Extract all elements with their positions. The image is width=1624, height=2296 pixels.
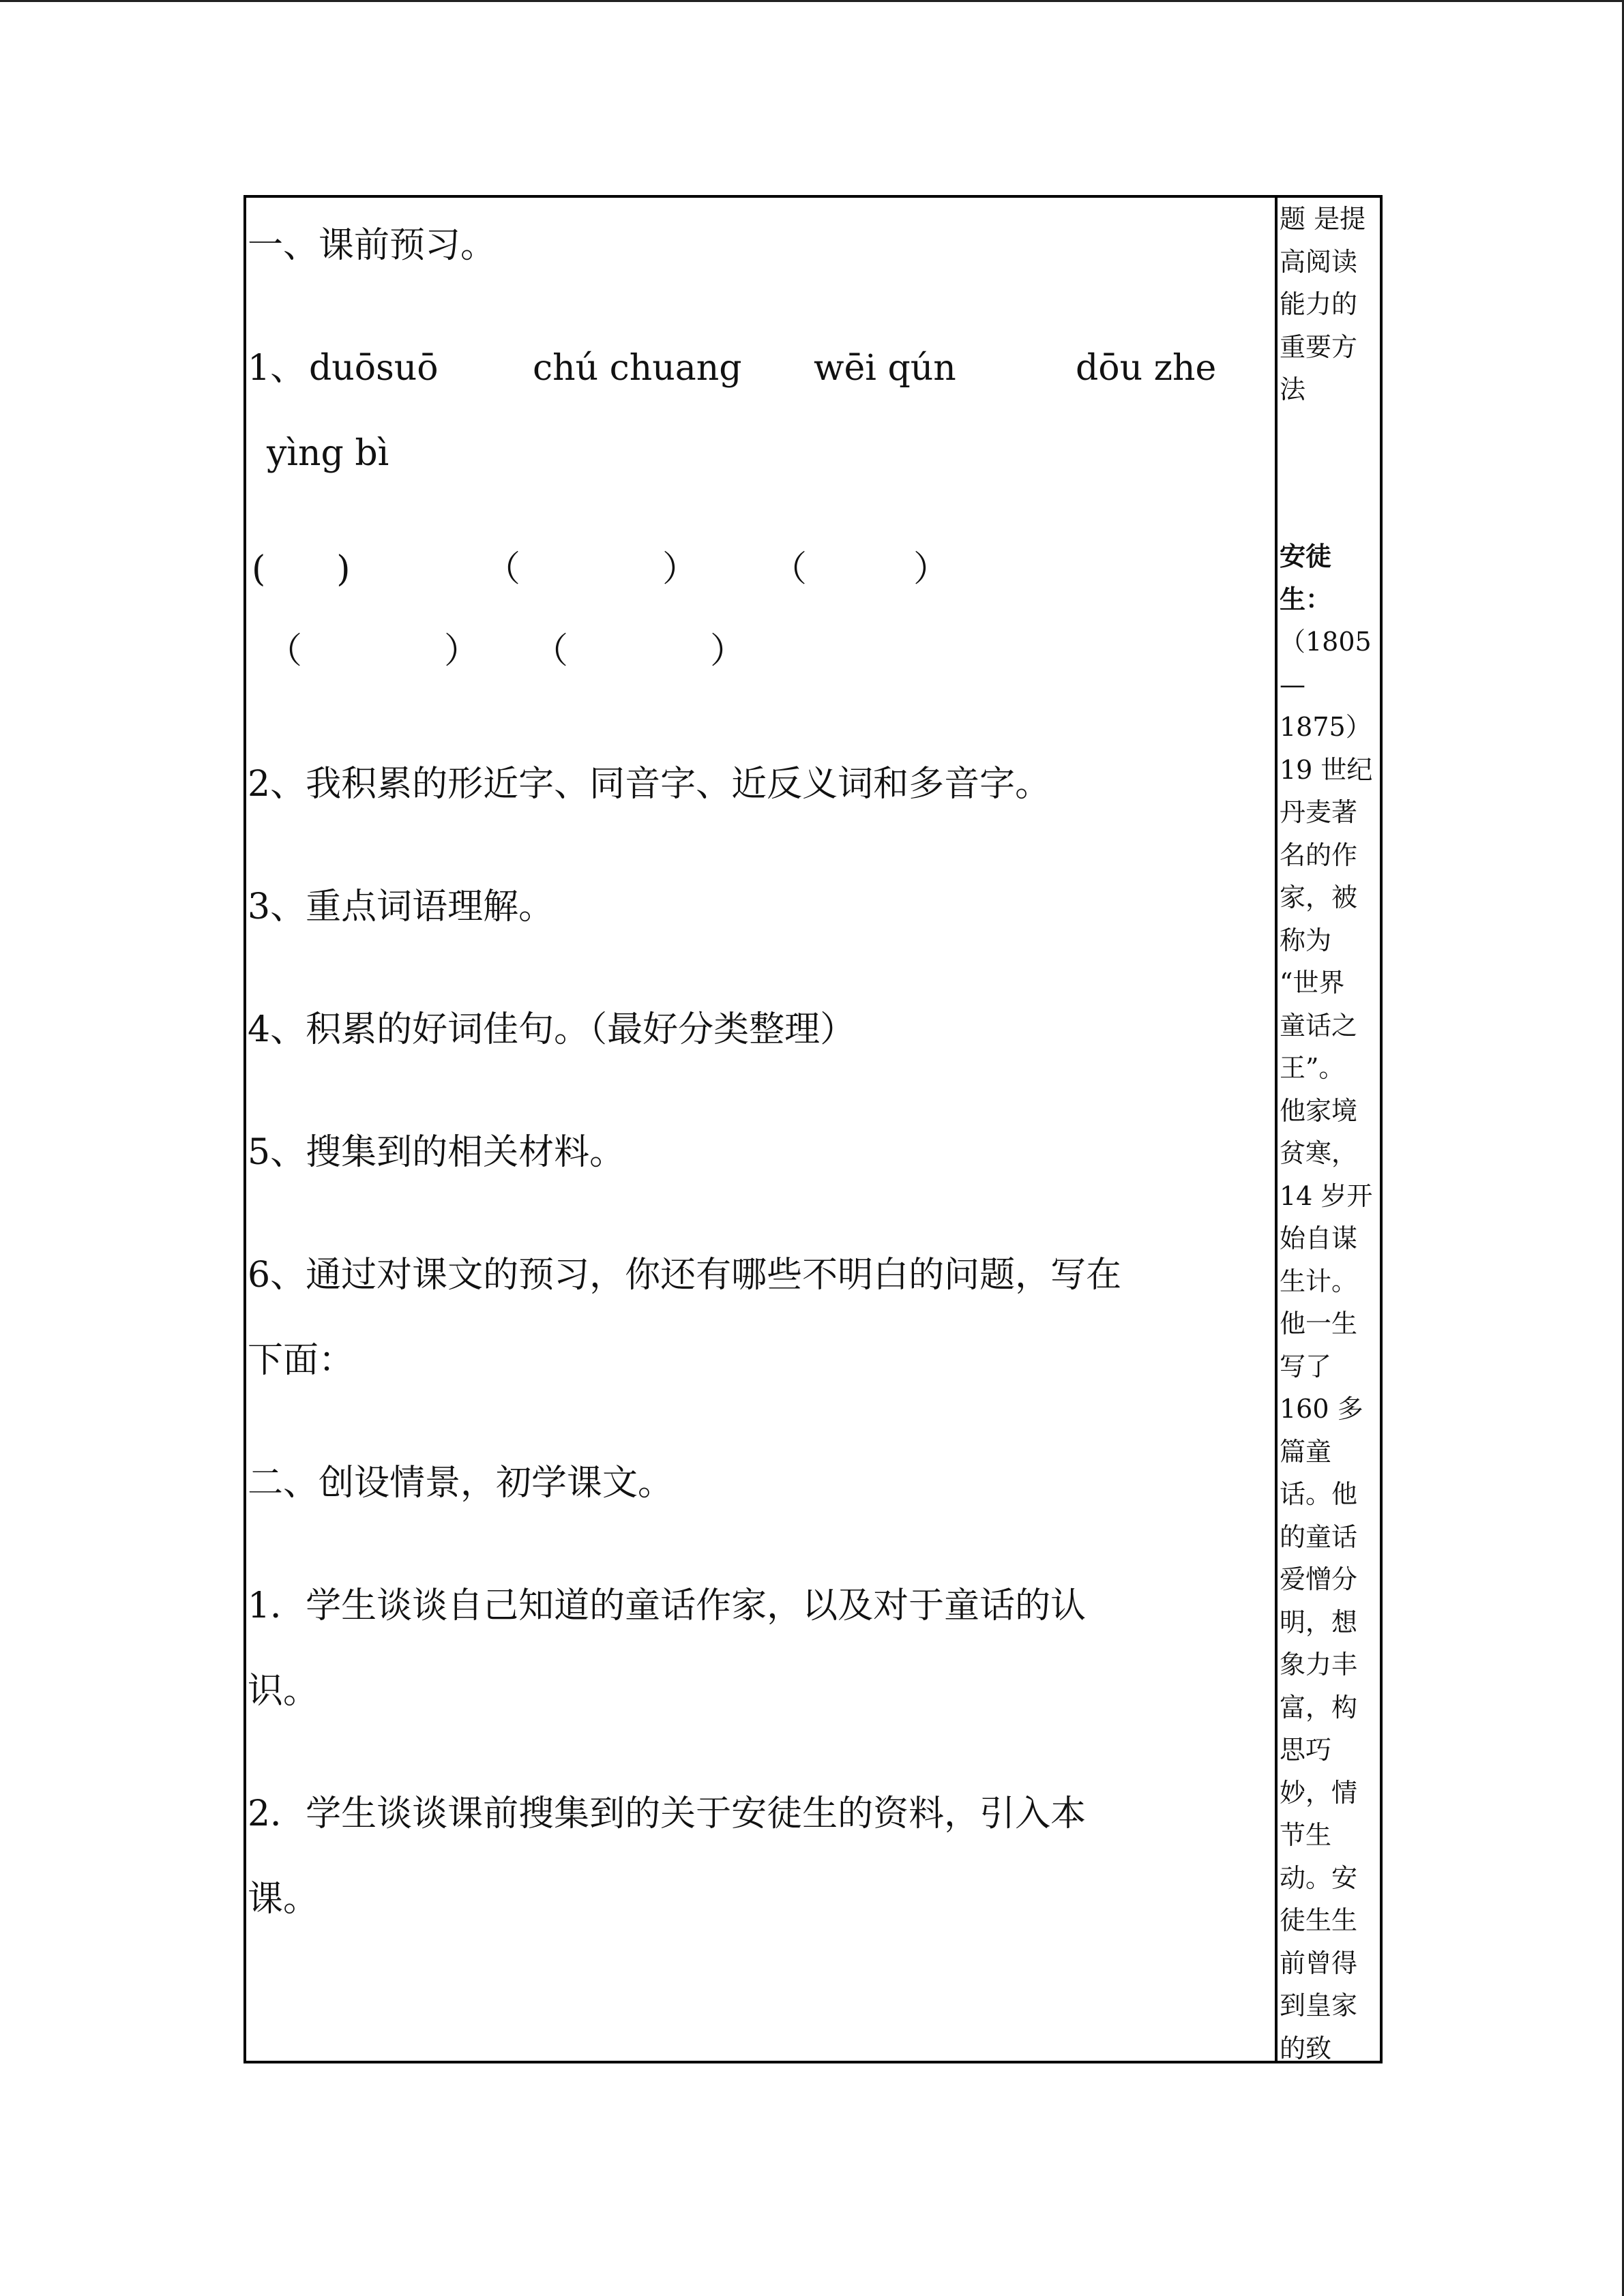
answer-blank: （ ） bbox=[485, 549, 698, 590]
bio-line: 名的作 bbox=[1280, 839, 1358, 870]
andersen-bio-title bbox=[1280, 535, 1378, 621]
bio-line: 14 岁开 bbox=[1280, 1180, 1373, 1211]
section-title-intro: 二、创设情景，初学课文。 bbox=[248, 1463, 674, 1504]
bio-line: 他家境 bbox=[1280, 1095, 1358, 1126]
bio-line: 1875） bbox=[1280, 712, 1372, 742]
bio-line: 徒生生 bbox=[1280, 1905, 1358, 1935]
preview-item-6-line2: 下面： bbox=[248, 1340, 355, 1381]
bio-line: 明，想 bbox=[1280, 1607, 1358, 1637]
bio-line: 爱憎分 bbox=[1280, 1564, 1358, 1594]
bio-line: 生计。 bbox=[1280, 1266, 1358, 1296]
method-note-line: 法 bbox=[1280, 374, 1306, 404]
bio-line: 的致 bbox=[1280, 2033, 1332, 2063]
preview-item-6-line1: 6、通过对课文的预习，你还有哪些不明白的问题，写在 bbox=[248, 1255, 1122, 1296]
method-note-line: 能力的 bbox=[1280, 289, 1358, 319]
bio-line: 童话之 bbox=[1280, 1010, 1358, 1041]
bio-line: 写了 bbox=[1280, 1351, 1332, 1382]
preview-item-5: 5、搜集到的相关材料。 bbox=[248, 1132, 625, 1173]
method-note bbox=[1280, 198, 1378, 411]
lesson-table bbox=[243, 195, 1383, 2063]
bio-line: 丹麦著 bbox=[1280, 797, 1358, 827]
preview-item-4: 4、积累的好词佳句。（最好分类整理） bbox=[248, 1009, 856, 1050]
bio-line: 象力丰 bbox=[1280, 1650, 1358, 1680]
lesson-content-cell bbox=[246, 198, 1273, 2061]
method-note-line: 重要方 bbox=[1280, 331, 1358, 362]
bio-line: 到皇家 bbox=[1280, 1991, 1358, 2021]
bio-line: 篇童 bbox=[1280, 1436, 1332, 1467]
bio-line: 19 世纪 bbox=[1280, 754, 1373, 785]
margin-notes-cell bbox=[1278, 198, 1379, 2061]
bio-line: — bbox=[1280, 669, 1305, 700]
bio-line: 始自谋 bbox=[1280, 1223, 1358, 1253]
bio-line: 的童话 bbox=[1280, 1521, 1358, 1552]
bio-title-line: 生： bbox=[1280, 583, 1332, 614]
bio-line: 思巧 bbox=[1280, 1735, 1332, 1765]
bio-line: 家，被 bbox=[1280, 882, 1358, 912]
bio-line: 动。安 bbox=[1280, 1862, 1358, 1893]
bio-line: （1805 bbox=[1280, 627, 1372, 657]
column-divider bbox=[1275, 198, 1278, 2061]
intro-step-1-line2: 识。 bbox=[248, 1671, 319, 1712]
answer-blank: （ ） bbox=[771, 549, 949, 590]
pinyin-item: duōsuō bbox=[309, 348, 439, 389]
bio-line: “世界 bbox=[1280, 968, 1345, 998]
answer-blank: ( ) bbox=[252, 549, 351, 590]
bio-line: 话。他 bbox=[1280, 1479, 1358, 1509]
page-top-border bbox=[0, 0, 1624, 2]
bio-line: 王”。 bbox=[1280, 1053, 1345, 1083]
pinyin-item: yìng bì bbox=[267, 433, 389, 474]
method-note-line: 高阅读 bbox=[1280, 246, 1358, 277]
andersen-bio bbox=[1280, 621, 1378, 2070]
pinyin-item: dōu zhe bbox=[1076, 348, 1217, 389]
bio-line: 他一生 bbox=[1280, 1309, 1358, 1339]
intro-step-1-line1: 1．学生谈谈自己知道的童话作家，以及对于童话的认 bbox=[248, 1585, 1087, 1626]
preview-item-3: 3、重点词语理解。 bbox=[248, 886, 555, 927]
pinyin-item: wēi qún bbox=[814, 348, 956, 389]
bio-line: 贫寒， bbox=[1280, 1138, 1358, 1168]
pinyin-label: 1、 bbox=[248, 348, 306, 389]
bio-line: 前曾得 bbox=[1280, 1948, 1358, 1978]
intro-step-2-line1: 2．学生谈谈课前搜集到的关于安徒生的资料，引入本 bbox=[248, 1793, 1087, 1834]
pinyin-item: chú chuang bbox=[533, 348, 742, 389]
bio-line: 称为 bbox=[1280, 925, 1332, 955]
section-title-preview: 一、课前预习。 bbox=[248, 225, 497, 266]
method-note-line: 题 是提 bbox=[1280, 204, 1366, 234]
intro-step-2-line2: 课。 bbox=[248, 1879, 319, 1920]
bio-line: 节生 bbox=[1280, 1820, 1332, 1850]
bio-title-line: 安徒 bbox=[1280, 541, 1332, 571]
bio-line: 妙，情 bbox=[1280, 1777, 1358, 1808]
bio-line: 富，构 bbox=[1280, 1692, 1358, 1723]
answer-blank: （ ） bbox=[533, 631, 746, 672]
preview-item-2: 2、我积累的形近字、同音字、近反义词和多音字。 bbox=[248, 764, 1051, 805]
answer-blank: （ ） bbox=[267, 631, 480, 672]
bio-line: 160 多 bbox=[1280, 1394, 1363, 1424]
